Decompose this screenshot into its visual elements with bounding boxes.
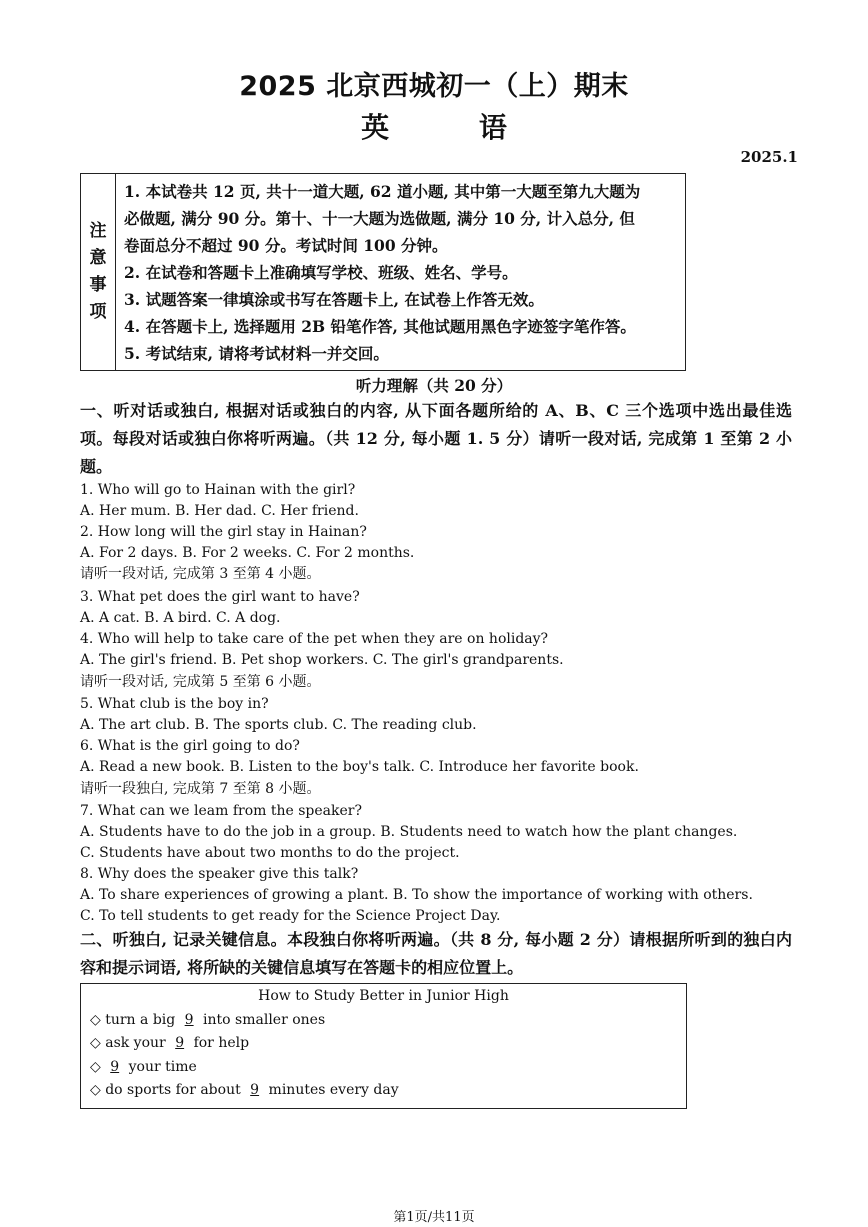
question-line: 2. How long will the girl stay in Hainan? (80, 524, 367, 540)
question-line: 3. What pet does the girl want to have? (80, 589, 360, 605)
options-line: A. Read a new book. B. Listen to the boy's talk. C. Introduce her favorite book. (80, 759, 639, 775)
part1-instructions: 一、听对话或独白, 根据对话或独白的内容, 从下面各题所给的 A、B、C 三个选项中选出最佳选项。每段对话或独白你将听两遍。（共 12 分, 每小题 1. 5 分）请听一段对话, 完成第 1 至第 2 小题。 (80, 401, 792, 476)
note-row-suffix: your time (128, 1059, 197, 1075)
sub-instruction: 请听一段对话, 完成第 5 至第 6 小题。 (80, 674, 321, 690)
question-line: 5. What club is the boy in? (80, 696, 269, 712)
notice-box (80, 173, 686, 371)
options-line: A. The art club. B. The sports club. C. The reading club. (80, 717, 477, 733)
question-line: 1. Who will go to Hainan with the girl? (80, 482, 356, 498)
options-line: A. A cat. B. A bird. C. A dog. (80, 610, 281, 626)
note-row-prefix: ◇ (90, 1059, 101, 1075)
notice-line: 1. 本试卷共 12 页, 共十一道大题, 62 道小题, 其中第一大题至第九大题为 (124, 182, 641, 201)
notice-label-char: 项 (89, 302, 107, 322)
note-box-title: How to Study Better in Junior High (258, 988, 509, 1004)
options-line: A. The girl's friend. B. Pet shop workers. C. The girl's grandparents. (80, 652, 564, 668)
answer-blank: 9 (184, 1012, 194, 1028)
notice-body (116, 174, 685, 370)
options-line: A. For 2 days. B. For 2 weeks. C. For 2 months. (80, 545, 415, 561)
question-line: 4. Who will help to take care of the pet when they are on holiday? (80, 631, 549, 647)
notice-line: 卷面总分不超过 90 分。考试时间 100 分钟。 (124, 236, 448, 255)
sub-instruction: 请听一段独白, 完成第 7 至第 8 小题。 (80, 781, 321, 797)
note-row-suffix: for help (193, 1035, 250, 1051)
exam-date: 2025.1 (740, 148, 798, 166)
listening-heading: 听力理解（共 20 分） (355, 376, 513, 395)
options-line: C. To tell students to get ready for the Science Project Day. (80, 908, 501, 924)
note-row (90, 1082, 399, 1098)
note-row-prefix: ◇ do sports for about (90, 1082, 241, 1098)
notice-line: 3. 试题答案一律填涂或书写在答题卡上, 在试卷上作答无效。 (124, 290, 544, 309)
notice-line: 5. 考试结束, 请将考试材料一并交回。 (124, 344, 389, 363)
sub-instruction: 请听一段对话, 完成第 3 至第 4 小题。 (80, 566, 321, 582)
options-line: A. Students have to do the job in a group. B. Students need to watch how the plant changes. (80, 824, 738, 840)
answer-blank: 9 (110, 1059, 120, 1075)
note-row (90, 1059, 197, 1075)
notice-label-char: 意 (89, 248, 107, 268)
answer-blank: 9 (175, 1035, 185, 1051)
options-line: A. Her mum. B. Her dad. C. Her friend. (80, 503, 359, 519)
page-footer: 第1页/共11页 (393, 1210, 475, 1225)
note-row-prefix: ◇ ask your (90, 1035, 166, 1051)
notice-label-char: 注 (89, 221, 107, 241)
notice-label (81, 174, 116, 370)
notice-label-char: 事 (89, 275, 107, 295)
note-row-suffix: minutes every day (268, 1082, 399, 1098)
note-row-suffix: into smaller ones (203, 1012, 326, 1028)
notice-line: 2. 在试卷和答题卡上准确填写学校、班级、姓名、学号。 (124, 263, 518, 282)
note-row (90, 1035, 249, 1051)
notice-line: 4. 在答题卡上, 选择题用 2B 铅笔作答, 其他试题用黑色字迹签字笔作答。 (124, 317, 636, 336)
options-line: A. To share experiences of growing a plant. B. To show the importance of working with others. (80, 887, 753, 903)
part2-instructions: 二、听独白, 记录关键信息。本段独白你将听两遍。（共 8 分, 每小题 2 分）请根据所听到的独白内容和提示词语, 将所缺的关键信息填写在答题卡的相应位置上。 (80, 930, 792, 977)
options-line: C. Students have about two months to do the project. (80, 845, 460, 861)
question-line: 7. What can we leam from the speaker? (80, 803, 362, 819)
subject-title: 英 语 (361, 111, 547, 144)
answer-blank: 9 (250, 1082, 260, 1098)
question-line: 8. Why does the speaker give this talk? (80, 866, 359, 882)
note-row (90, 1012, 325, 1028)
question-line: 6. What is the girl going to do? (80, 738, 300, 754)
note-row-prefix: ◇ turn a big (90, 1012, 176, 1028)
notice-line: 必做题, 满分 90 分。第十、十一大题为选做题, 满分 10 分, 计入总分, 但 (124, 209, 635, 228)
note-box (80, 983, 687, 1109)
page-title: 2025 北京西城初一（上）期末 (239, 71, 629, 102)
